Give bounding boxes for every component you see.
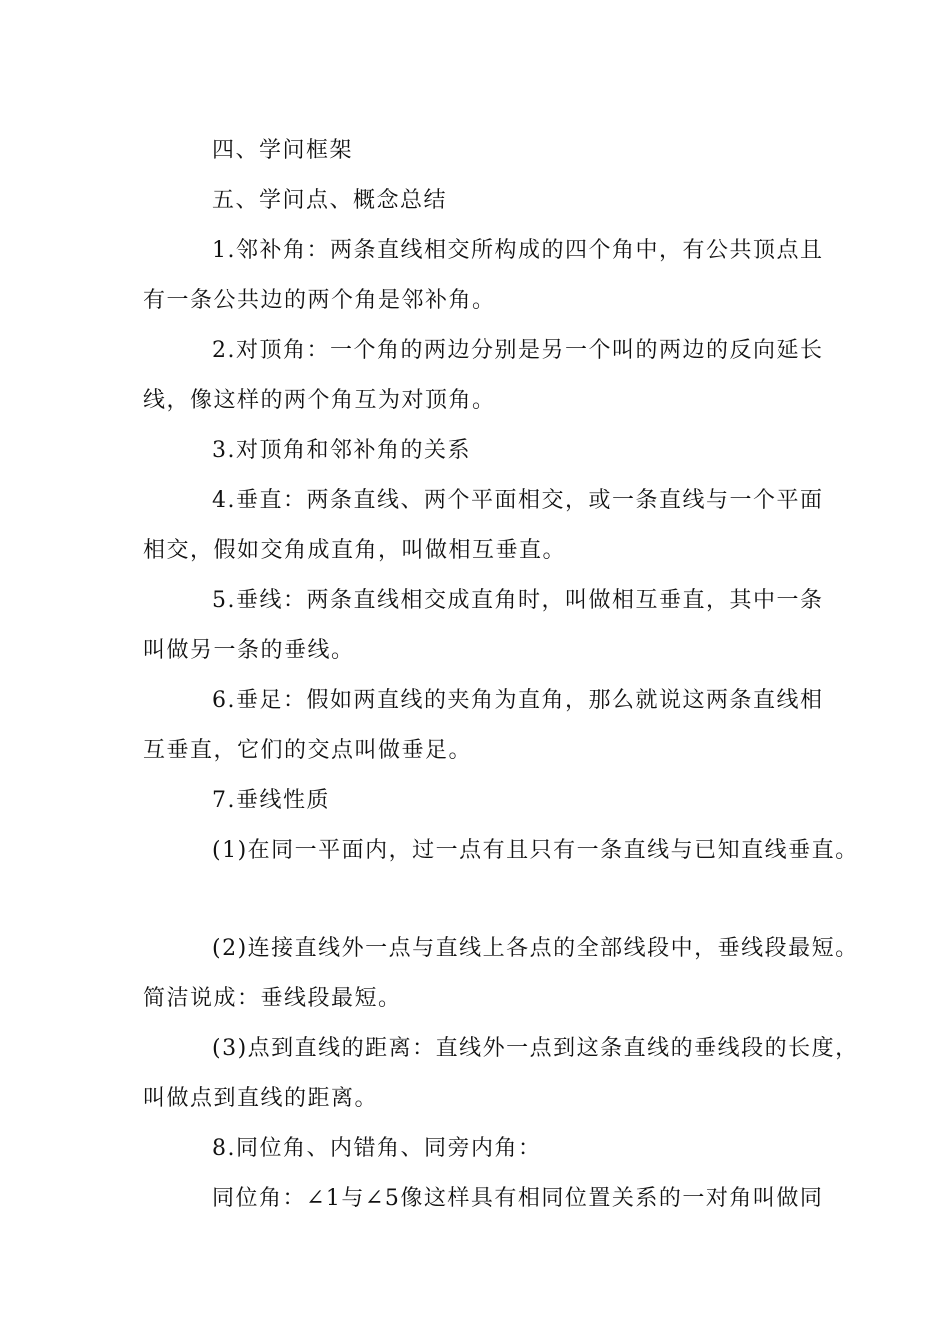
text-line: 2.对顶角：一个角的两边分别是另一个叫的两边的反向延长	[212, 338, 824, 363]
section-heading-concepts: 五、学问点、概念总结	[212, 188, 448, 213]
text-line: 叫做点到直线的距离。	[143, 1086, 379, 1111]
text-line: 7.垂线性质	[212, 788, 330, 813]
text-line: 8.同位角、内错角、同旁内角：	[212, 1136, 542, 1161]
text-line: 相交，假如交角成直角，叫做相互垂直。	[143, 538, 567, 563]
text-line: 1.邻补角：两条直线相交所构成的四个角中，有公共顶点且	[212, 238, 824, 263]
text-line: (1)在同一平面内，过一点有且只有一条直线与已知直线垂直。	[212, 838, 859, 863]
section-heading-framework: 四、学问框架	[212, 138, 354, 163]
text-line: 互垂直，它们的交点叫做垂足。	[143, 738, 473, 763]
text-line: (2)连接直线外一点与直线上各点的全部线段中，垂线段最短。	[212, 936, 859, 961]
text-line: 6.垂足：假如两直线的夹角为直角，那么就说这两条直线相	[212, 688, 824, 713]
text-line: 4.垂直：两条直线、两个平面相交，或一条直线与一个平面	[212, 488, 824, 513]
text-line: 有一条公共边的两个角是邻补角。	[143, 288, 496, 313]
text-line: 线，像这样的两个角互为对顶角。	[143, 388, 496, 413]
text-line: 简洁说成：垂线段最短。	[143, 986, 402, 1011]
text-line: 同位角：∠1与∠5像这样具有相同位置关系的一对角叫做同	[212, 1186, 824, 1211]
text-line: 3.对顶角和邻补角的关系	[212, 438, 471, 463]
text-line: 5.垂线：两条直线相交成直角时，叫做相互垂直，其中一条	[212, 588, 824, 613]
text-line: (3)点到直线的距离：直线外一点到这条直线的垂线段的长度，	[212, 1036, 859, 1061]
text-line: 叫做另一条的垂线。	[143, 638, 355, 663]
